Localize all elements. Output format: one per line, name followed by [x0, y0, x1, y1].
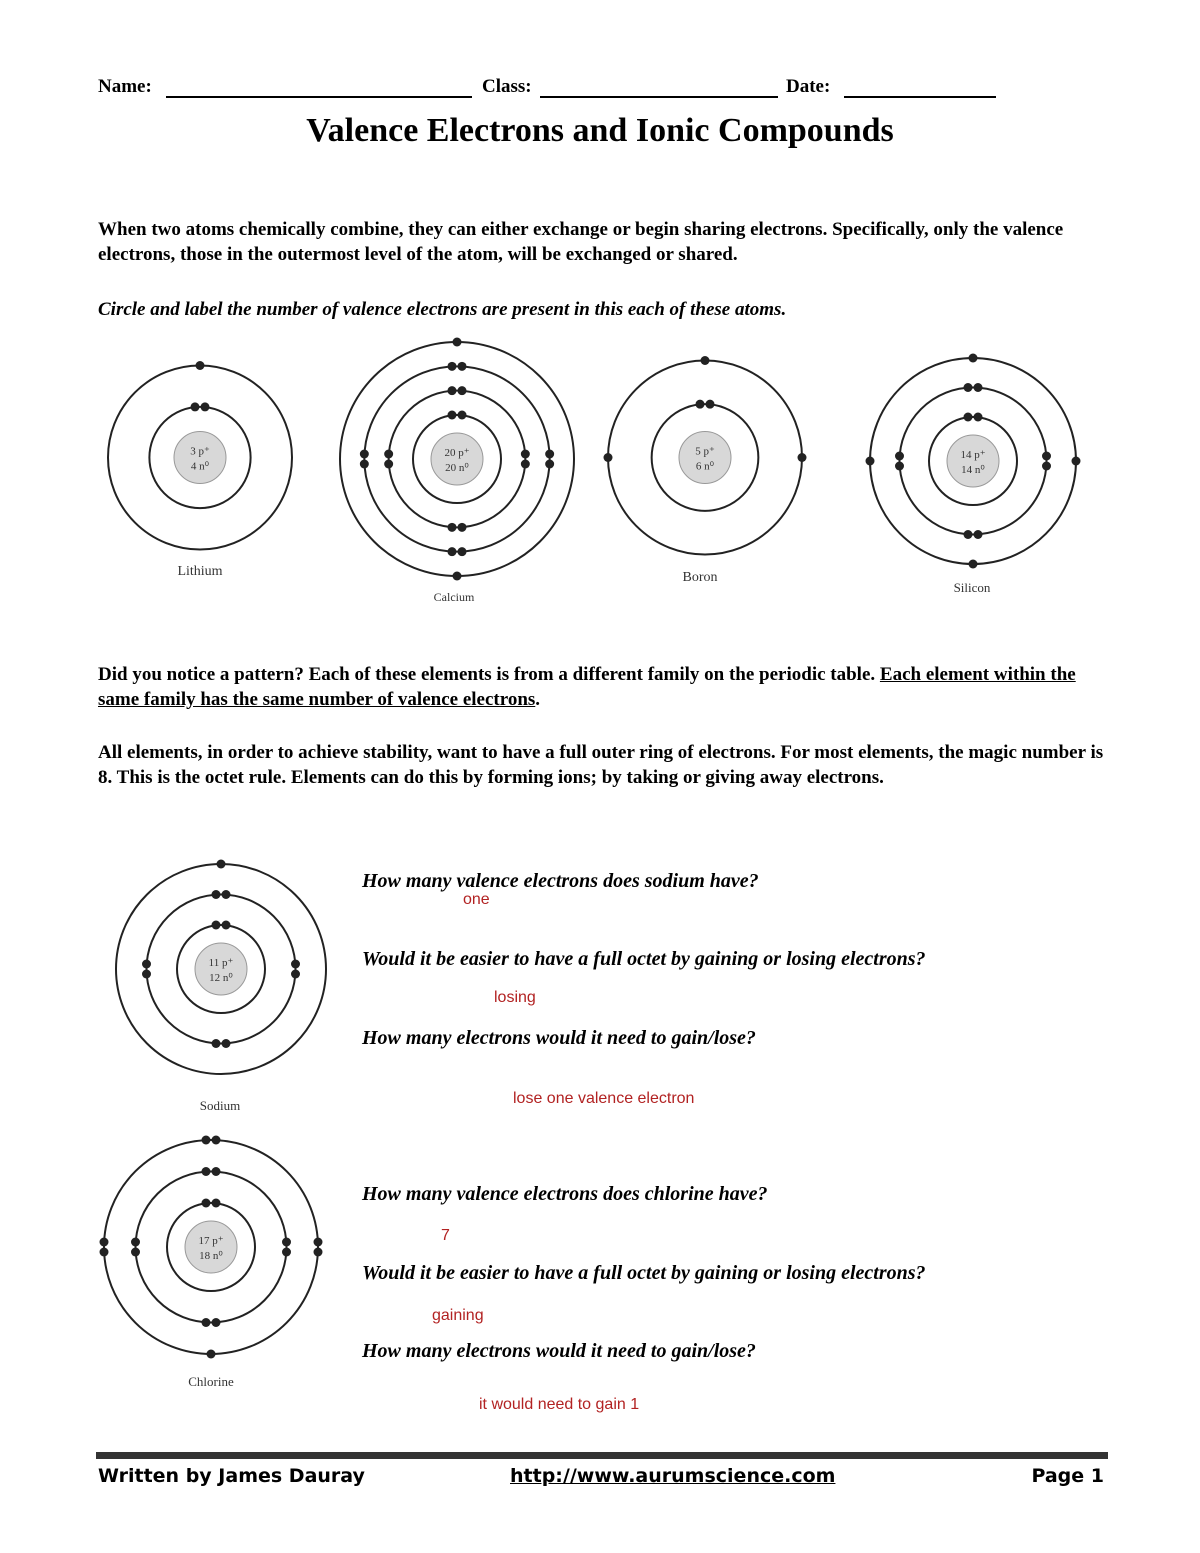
footer-author: Written by James Dauray [98, 1465, 365, 1487]
calcium-atom[interactable] [332, 334, 582, 584]
class-label: Class: [482, 76, 532, 97]
svg-text:14 p⁺: 14 p⁺ [960, 449, 986, 461]
chlorine-question-2: Would it be easier to have a full octet by gaining or losing electrons? [362, 1262, 926, 1284]
sodium-question-2: Would it be easier to have a full octet by gaining or losing electrons? [362, 948, 926, 970]
chlorine-caption: Chlorine [188, 1374, 234, 1389]
silicon-atom[interactable] [862, 350, 1084, 572]
svg-text:17 p⁺: 17 p⁺ [198, 1235, 224, 1247]
chlorine-question-3: How many electrons would it need to gain/lose? [362, 1340, 756, 1362]
pattern-paragraph [98, 662, 1108, 712]
intro-bold-term: valence electrons [98, 219, 1064, 265]
svg-text:6 n⁰: 6 n⁰ [695, 460, 715, 473]
sodium-answer-2[interactable]: losing [494, 989, 536, 1006]
chlorine-question-1: How many valence electrons does chlorine have? [362, 1183, 768, 1205]
intro-text-2: , those in the outermost level of the atom, will be exchanged or shared. [170, 244, 738, 265]
worksheet-header [98, 72, 1102, 104]
octet-bold-term: octet rule [204, 767, 282, 788]
svg-text:18 n⁰: 18 n⁰ [199, 1250, 223, 1262]
svg-text:11 p⁺: 11 p⁺ [208, 957, 234, 969]
footer-rule [96, 1452, 1108, 1459]
svg-text:5 p⁺: 5 p⁺ [695, 445, 715, 458]
pattern-end: . [535, 689, 541, 710]
page-title: Valence Electrons and Ionic Compounds [306, 112, 894, 149]
lithium-atom[interactable] [100, 350, 300, 565]
instruction-text: Circle and label the number of valence electrons are present in this each of these atoms. [98, 299, 787, 320]
svg-text:20 n⁰: 20 n⁰ [445, 462, 469, 474]
boron-atom[interactable] [600, 350, 810, 565]
svg-text:12 n⁰: 12 n⁰ [209, 972, 233, 984]
svg-text:14 n⁰: 14 n⁰ [961, 464, 985, 476]
silicon-caption: Silicon [953, 580, 991, 595]
lithium-caption: Lithium [177, 564, 223, 579]
intro-paragraph [98, 217, 1108, 267]
chlorine-answer-2[interactable]: gaining [432, 1307, 484, 1324]
pattern-text: Did you notice a pattern? Each of these elements is from a different family on the periodic table. [98, 664, 880, 685]
octet-text-1: All elements, in order to achieve stability, want to have a full outer ring of electrons. For most elements, the magic number is 8. This is the [98, 742, 1104, 788]
date-blank[interactable] [844, 96, 996, 98]
svg-text:3 p⁺: 3 p⁺ [190, 445, 210, 458]
chlorine-answer-1[interactable]: 7 [441, 1227, 450, 1244]
sodium-question-3: How many electrons would it need to gain/lose? [362, 1027, 756, 1049]
octet-text-2: . Elements can do this by forming ions; by taking or giving away electrons. [281, 767, 884, 788]
sodium-atom[interactable] [108, 856, 334, 1082]
octet-paragraph [98, 740, 1108, 790]
calcium-caption: Calcium [433, 590, 475, 604]
svg-text:20 p⁺: 20 p⁺ [444, 447, 470, 459]
sodium-caption: Sodium [199, 1098, 241, 1113]
sodium-question-1: How many valence electrons does sodium have? [362, 870, 759, 892]
pattern-underlined: Each element within the same family has the same number of valence electrons [98, 664, 1076, 710]
name-blank[interactable] [166, 96, 472, 98]
sodium-answer-3[interactable]: lose one valence electron [513, 1090, 695, 1107]
intro-text-1: When two atoms chemically combine, they can either exchange or begin sharing electrons. Specifically, only the [98, 219, 1004, 240]
sodium-answer-1[interactable]: one [463, 891, 490, 908]
date-label: Date: [786, 76, 831, 97]
footer-page-number: Page 1 [1031, 1465, 1104, 1487]
class-blank[interactable] [540, 96, 778, 98]
footer-url-link[interactable]: http://www.aurumscience.com [510, 1465, 836, 1487]
svg-text:4 n⁰: 4 n⁰ [190, 460, 210, 473]
name-label: Name: [98, 76, 152, 97]
boron-caption: Boron [682, 570, 718, 585]
chlorine-atom[interactable] [96, 1132, 326, 1362]
chlorine-answer-3[interactable]: it would need to gain 1 [479, 1396, 640, 1413]
